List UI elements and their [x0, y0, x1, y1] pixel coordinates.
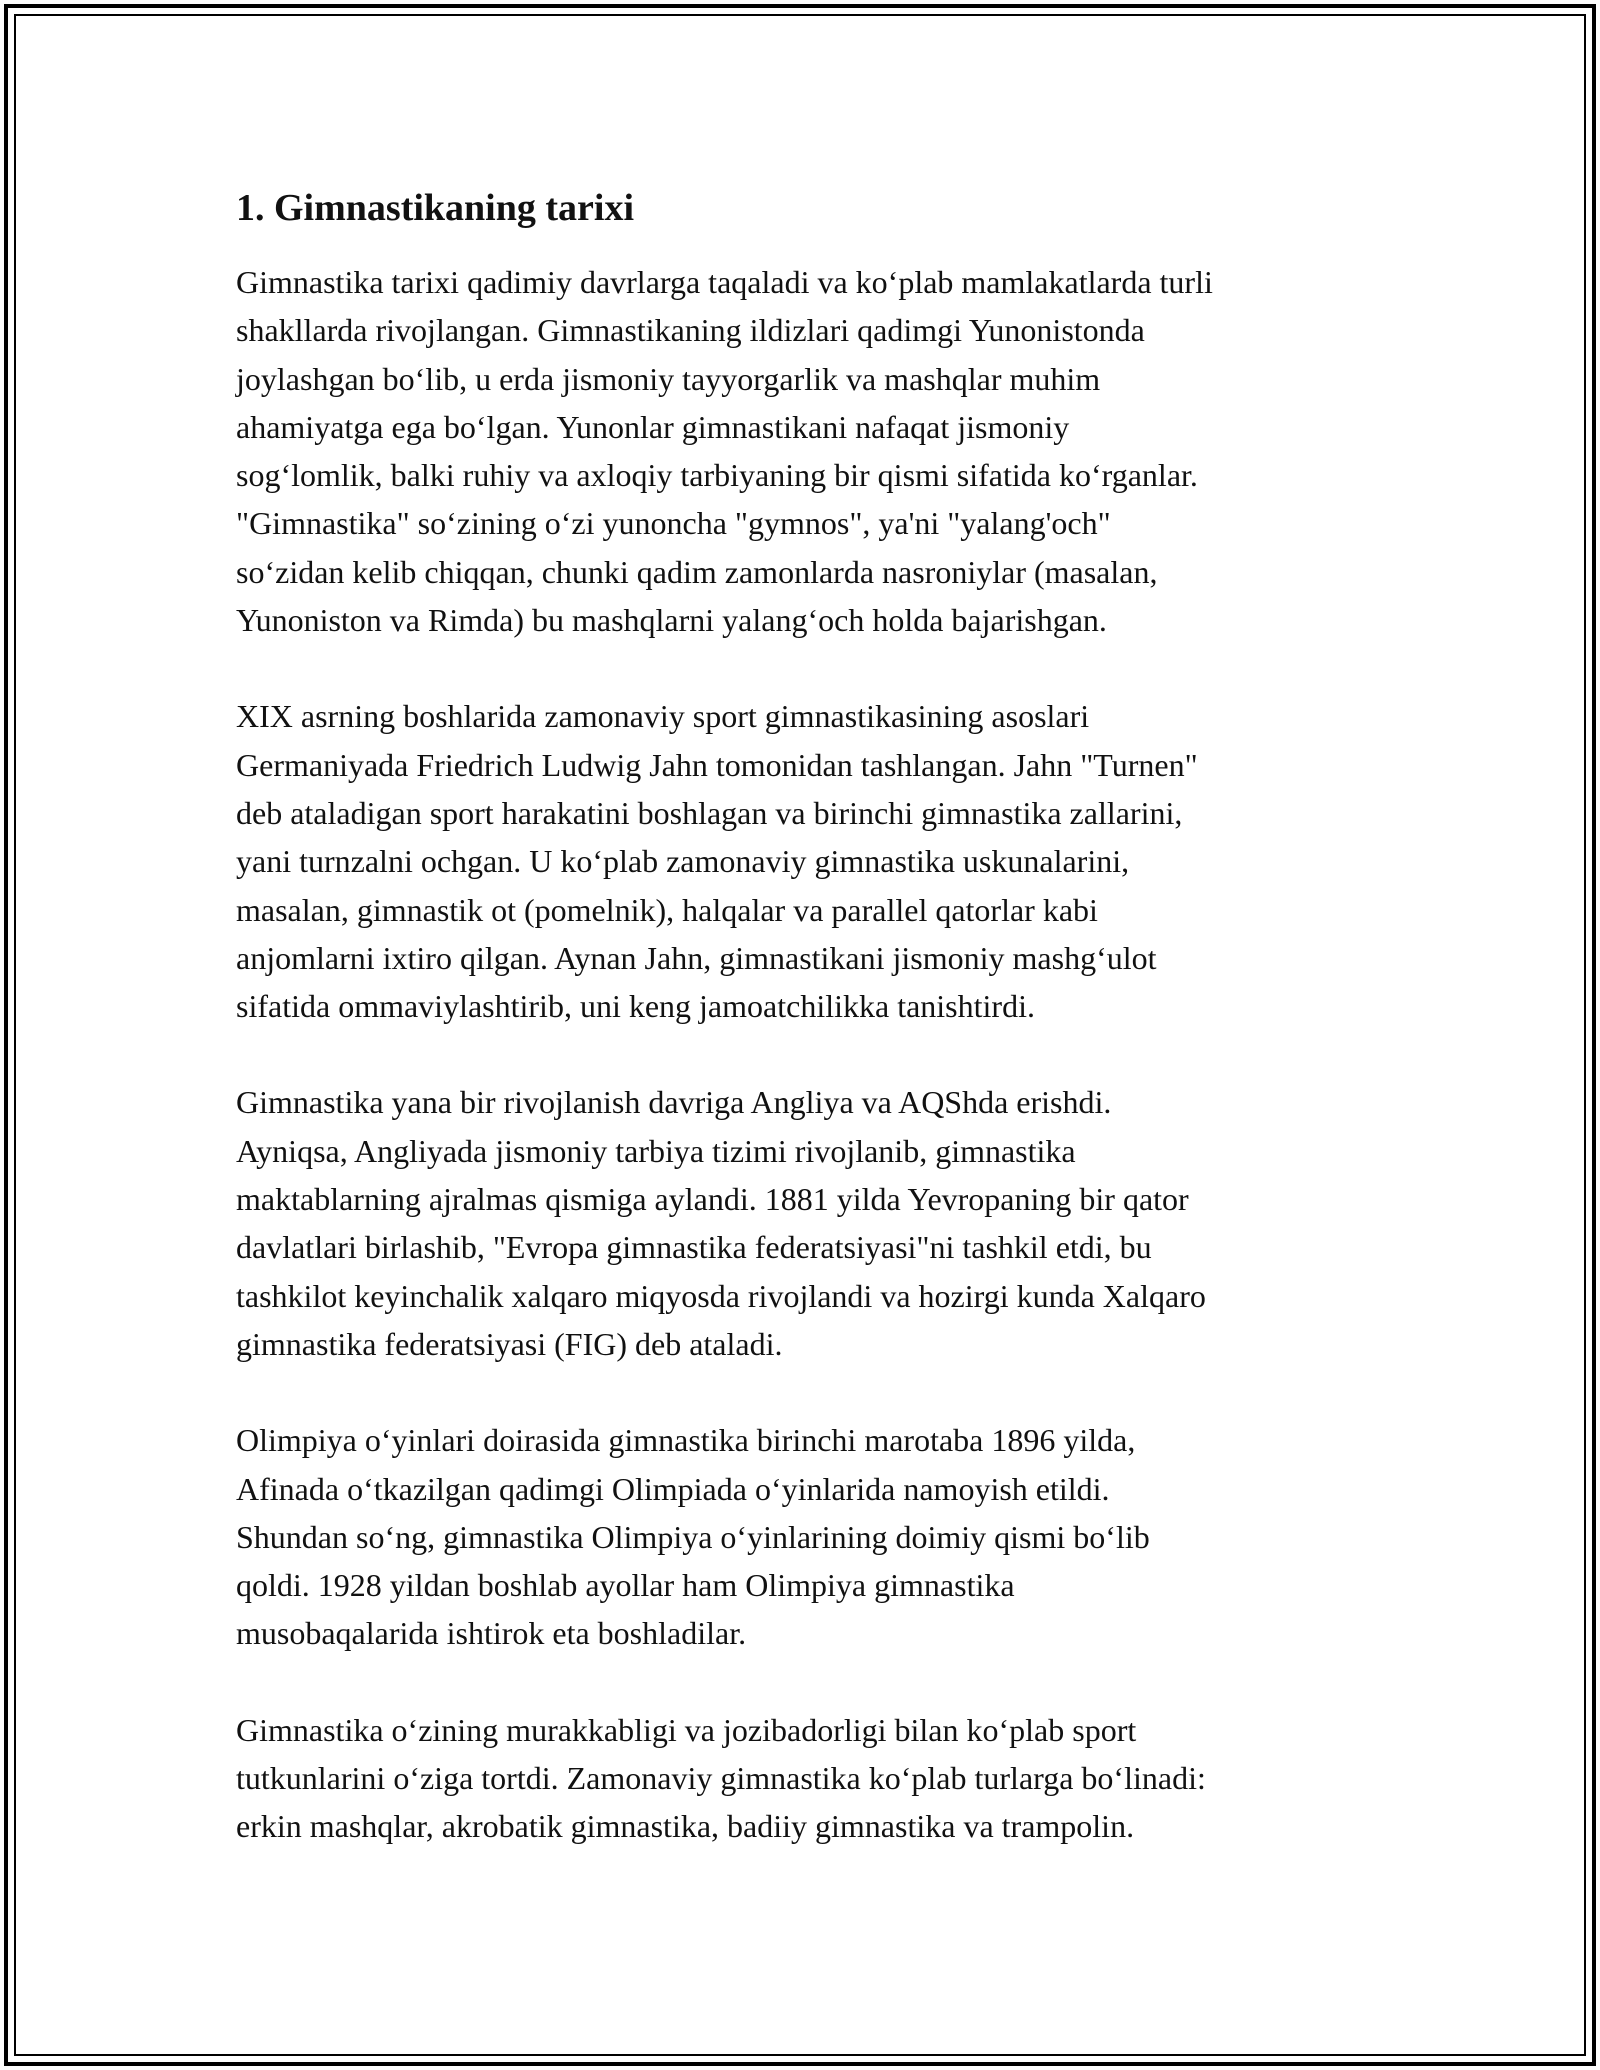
paragraph-jahn-turnen: [236, 692, 1386, 1030]
paragraph-england-usa: [236, 1078, 1386, 1368]
paragraph-line: Gimnastika oʻzining murakkabligi va jozibadorligi bilan koʻplab sport: [236, 1711, 1137, 1748]
paragraph-line: ahamiyatga ega boʻlgan. Yunonlar gimnastikani nafaqat jismoniy: [236, 408, 1070, 445]
paragraph-line: Shundan soʻng, gimnastika Olimpiya oʻyinlarining doimiy qismi boʻlib: [236, 1518, 1150, 1555]
paragraph-line: Ayniqsa, Angliyada jismoniy tarbiya tizimi rivojlanib, gimnastika: [236, 1132, 1076, 1169]
paragraph-history-origins: [236, 258, 1386, 644]
paragraph-line: joylashgan boʻlib, u erda jismoniy tayyorgarlik va mashqlar muhim: [236, 360, 1101, 397]
paragraph-line: musobaqalarida ishtirok eta boshladilar.: [236, 1615, 747, 1652]
paragraph-line: "Gimnastika" soʻzining oʻzi yunoncha "gymnos", ya'ni "yalang'och": [236, 505, 1111, 542]
paragraph-line: masalan, gimnastik ot (pomelnik), halqalar va parallel qatorlar kabi: [236, 891, 1098, 928]
paragraph-line: tutkunlarini oʻziga tortdi. Zamonaviy gimnastika koʻplab turlarga boʻlinadi:: [236, 1760, 1206, 1797]
paragraph-line: Gimnastika tarixi qadimiy davrlarga taqaladi va koʻplab mamlakatlarda turli: [236, 264, 1213, 300]
paragraph-modern-types: [236, 1706, 1386, 1851]
paragraph-line: deb ataladigan sport harakatini boshlagan va birinchi gimnastika zallarini,: [236, 794, 1183, 831]
paragraph-line: erkin mashqlar, akrobatik gimnastika, badiiy gimnastika va trampolin.: [236, 1808, 1135, 1845]
paragraph-line: maktablarning ajralmas qismiga aylandi. 1881 yilda Yevropaning bir qator: [236, 1181, 1189, 1218]
paragraph-line: Afinada oʻtkazilgan qadimgi Olimpiada oʻyinlarida namoyish etildi.: [236, 1470, 1110, 1507]
paragraph-line: anjomlarni ixtiro qilgan. Aynan Jahn, gimnastikani jismoniy mashgʻulot: [236, 939, 1157, 976]
paragraph-line: shakllarda rivojlangan. Gimnastikaning ildizlari qadimgi Yunonistonda: [236, 312, 1145, 349]
paragraph-line: davlatlari birlashib, "Evropa gimnastika federatsiyasi"ni tashkil etdi, bu: [236, 1229, 1152, 1266]
paragraph-line: sogʻlomlik, balki ruhiy va axloqiy tarbiyaning bir qismi sifatida koʻrganlar.: [236, 457, 1198, 494]
paragraph-line: tashkilot keyinchalik xalqaro miqyosda rivojlandi va hozirgi kunda Xalqaro: [236, 1277, 1206, 1314]
paragraph-line: soʻzidan kelib chiqqan, chunki qadim zamonlarda nasroniylar (masalan,: [236, 553, 1158, 590]
paragraph-line: XIX asrning boshlarida zamonaviy sport gimnastikasining asoslari: [236, 698, 1090, 735]
paragraph-line: qoldi. 1928 yildan boshlab ayollar ham Olimpiya gimnastika: [236, 1567, 1015, 1604]
document-body: [236, 184, 1386, 1899]
paragraph-line: sifatida ommaviylashtirib, uni keng jamoatchilikka tanishtirdi.: [236, 988, 1035, 1025]
paragraph-olympics: [236, 1416, 1386, 1657]
paragraph-line: Yunoniston va Rimda) bu mashqlarni yalangʻoch holda bajarishgan.: [236, 602, 1107, 639]
paragraph-line: Olimpiya oʻyinlari doirasida gimnastika birinchi marotaba 1896 yilda,: [236, 1422, 1136, 1459]
paragraph-line: gimnastika federatsiyasi (FIG) deb ataladi.: [236, 1325, 783, 1362]
paragraph-line: Germaniyada Friedrich Ludwig Jahn tomonidan tashlangan. Jahn "Turnen": [236, 746, 1198, 783]
paragraph-line: yani turnzalni ochgan. U koʻplab zamonaviy gimnastika uskunalarini,: [236, 843, 1130, 880]
paragraph-line: Gimnastika yana bir rivojlanish davriga Angliya va AQShda erishdi.: [236, 1084, 1112, 1121]
section-heading: 1. Gimnastikaning tarixi: [236, 187, 634, 229]
